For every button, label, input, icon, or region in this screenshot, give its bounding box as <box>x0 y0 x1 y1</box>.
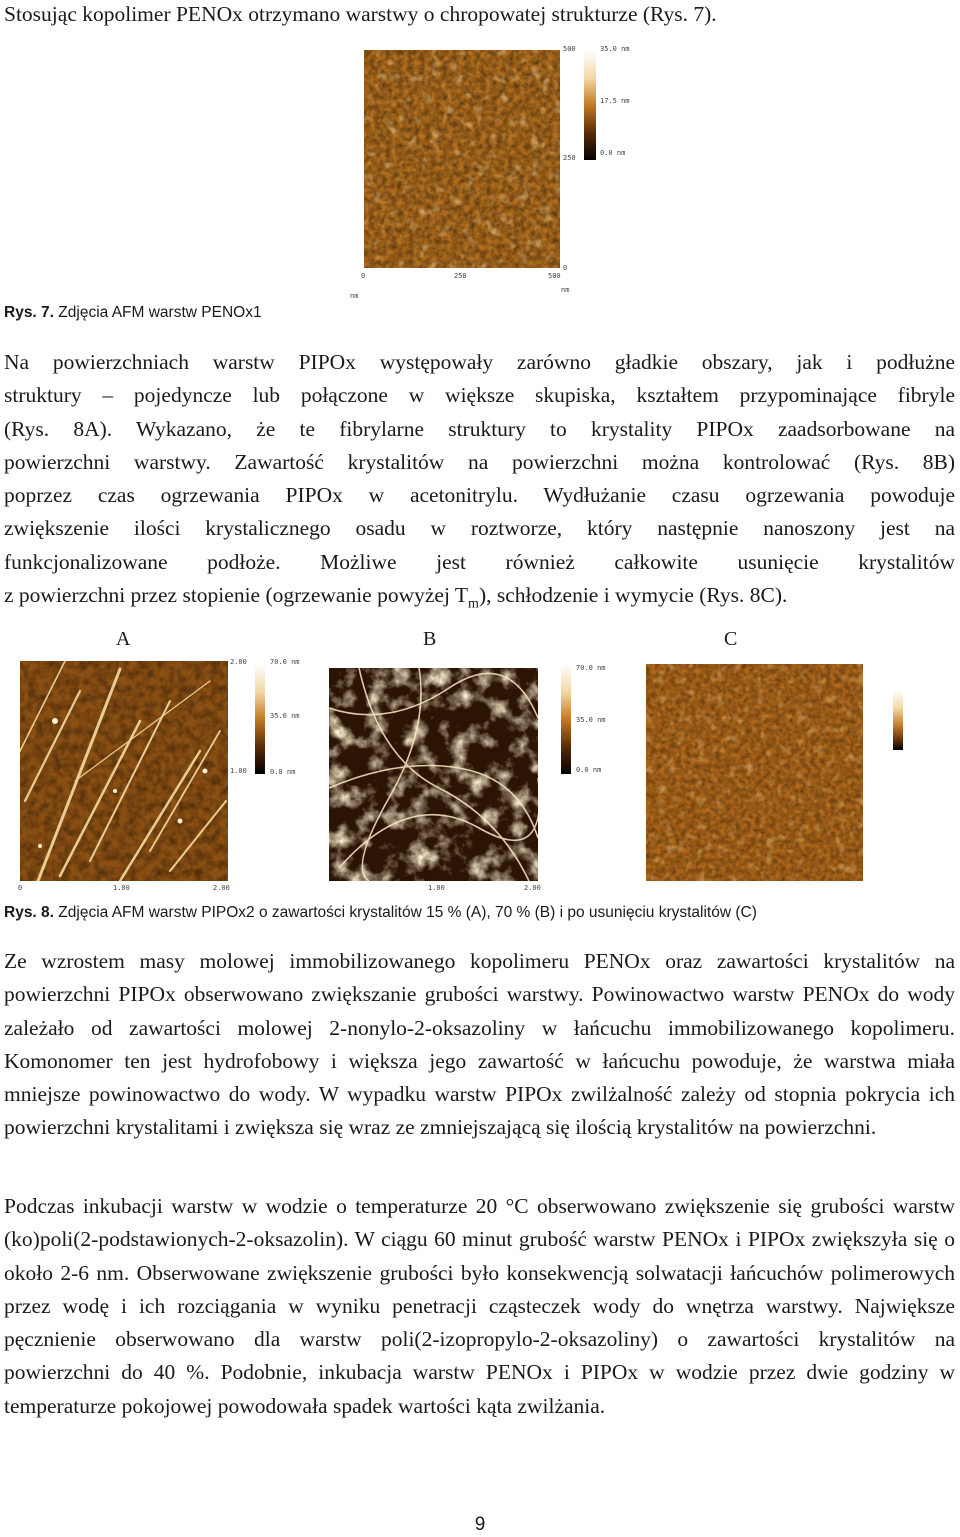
text-line: poprzez czas ogrzewania PIPOx w acetonitrylu. Wydłużanie czasu ogrzewania powoduje <box>4 483 955 508</box>
scale-max-label: 70.0 nm <box>576 664 606 672</box>
scale-max-label: 70.0 nm <box>270 658 300 666</box>
height-scale-bar-c <box>893 690 903 750</box>
height-scale-bar-b <box>561 664 571 774</box>
text-line: struktury – pojedyncze lub połączone w większe skupiska, kształtem przypominające fibryle <box>4 383 955 408</box>
text-segment: z powierzchni przez stopienie (ogrzewanie powyżej T <box>4 583 469 608</box>
panel-label-c: C <box>724 628 738 650</box>
x-tick-label: 0 <box>361 272 366 280</box>
caption-label: Rys. 8. <box>4 904 54 921</box>
scale-min-label: 0.0 nm <box>600 149 626 157</box>
scale-min-label: 0.0 nm <box>576 766 602 774</box>
y-tick-label: 1.00 <box>230 767 247 775</box>
scale-min-label: 0.0 nm <box>270 768 296 776</box>
subscript-m: m <box>468 596 479 612</box>
x-tick-label: 2.00 <box>213 884 230 892</box>
page-number: 9 <box>474 1514 486 1535</box>
y-tick-label: 0 <box>563 264 568 272</box>
scale-mid-label: 35.0 nm <box>576 716 606 724</box>
y-tick-label: 250 <box>563 154 576 162</box>
caption-text: Zdjęcia AFM warstw PIPOx2 o zawartości krystalitów 15 % (A), 70 % (B) i po usunięciu krystalitów (C) <box>53 904 757 921</box>
x-tick-label: 2.00 <box>524 884 541 892</box>
paragraph-1 <box>4 346 955 621</box>
paragraph-2: Ze wzrostem masy molowej immobilizowanego kopolimeru PENOx oraz zawartości krystalitów na powierzchni PIPOx obserwowano zwiększanie grubości warstwy. Powinowactwo warstw PENOx do wody zależało od zawartości molowej 2-nonylo-2-oksazoliny w łańcuchu immobilizowanego kopolimeru. Komonomer ten jest hydrofobowy i większa jego zawartość w łańcuchu powoduje, że warstwa miała mniejsze powinowactwo do wody. W wypadku warstw PIPOx zwilżalność zależy od stopnia pokrycia ich powierzchni krystalitami i zwiększa się wraz ze zmniejszającą się ilością krystalitów na powierzchni. <box>4 949 955 1140</box>
text-line: (Rys. 8A). Wykazano, że te fibrylarne struktury to krystality PIPOx zaadsorbowane na <box>4 416 955 441</box>
text-line: powierzchni warstwy. Zawartość krystalitów na powierzchni można kontrolować (Rys. 8B) <box>4 449 955 474</box>
afm-image-penox1 <box>364 50 560 268</box>
caption-text: Zdjęcia AFM warstw PENOx1 <box>53 304 262 321</box>
text-line: Na powierzchniach warstw PIPOx występowały zarówno gładkie obszary, jak i podłużne <box>4 350 955 374</box>
text-line <box>4 579 955 621</box>
axis-unit-label: nm <box>561 286 570 294</box>
x-tick-label: 1.00 <box>113 884 130 892</box>
x-tick-label: 500 <box>548 272 561 280</box>
text-line: funkcjonalizowane podłoże. Możliwe jest również całkowite usunięcie krystalitów <box>4 549 955 574</box>
paragraph-3: Podczas inkubacji warstw w wodzie o temperaturze 20 °C obserwowano zwiększenie się grubości warstw (ko)poli(2-podstawionych-2-oksazolin). W ciągu 60 minut grubość warstw PENOx i PIPOx zwiększyła się o około 2-6 nm. Obserwowane zwiększenie grubości było konsekwencją solwatacji łańcuchów polimerowych przez wodę i ich rozciągania w wyniku penetracji cząsteczek wody do wnętrza warstwy. Największe pęcznienie obserwowano dla warstw poli(2-izopropylo-2-oksazoliny) o zawartości krystalitów na powierzchni do 40 %. Podobnie, inkubacja warstw PENOx i PIPOx w wodzie przez dwie godziny w temperaturze pokojowej powodowała spadek wartości kąta zwilżania. <box>4 1194 955 1418</box>
panel-label-b: B <box>423 628 437 650</box>
height-scale-bar-a <box>255 664 265 774</box>
axis-unit-label: nm <box>350 292 359 300</box>
x-tick-label: 250 <box>454 272 467 280</box>
afm-image-panel-a <box>20 661 228 881</box>
height-scale-bar <box>584 50 596 160</box>
intro-text: Stosując kopolimer PENOx otrzymano warstwy o chropowatej strukturze (Rys. 7). <box>4 2 717 26</box>
x-tick-label: 1.00 <box>428 884 445 892</box>
text-segment: ), schłodzenie i wymycie (Rys. 8C). <box>478 583 788 608</box>
x-tick-label: 0 <box>18 884 23 892</box>
afm-image-panel-b <box>329 668 538 881</box>
afm-image-panel-c <box>646 664 863 881</box>
scale-max-label: 35.0 nm <box>600 45 630 53</box>
y-tick-label: 500 <box>563 45 576 53</box>
figure-8-caption <box>4 904 757 922</box>
text-line: zwiększenie ilości krystalicznego osadu w roztworze, który następnie nanoszony jest na <box>4 516 955 541</box>
panel-label-a: A <box>116 628 131 650</box>
y-tick-label: 2.00 <box>230 658 247 666</box>
scale-mid-label: 17.5 nm <box>600 97 630 105</box>
caption-label: Rys. 7. <box>4 304 54 321</box>
scale-mid-label: 35.0 nm <box>270 712 300 720</box>
figure-7-caption <box>4 304 262 322</box>
